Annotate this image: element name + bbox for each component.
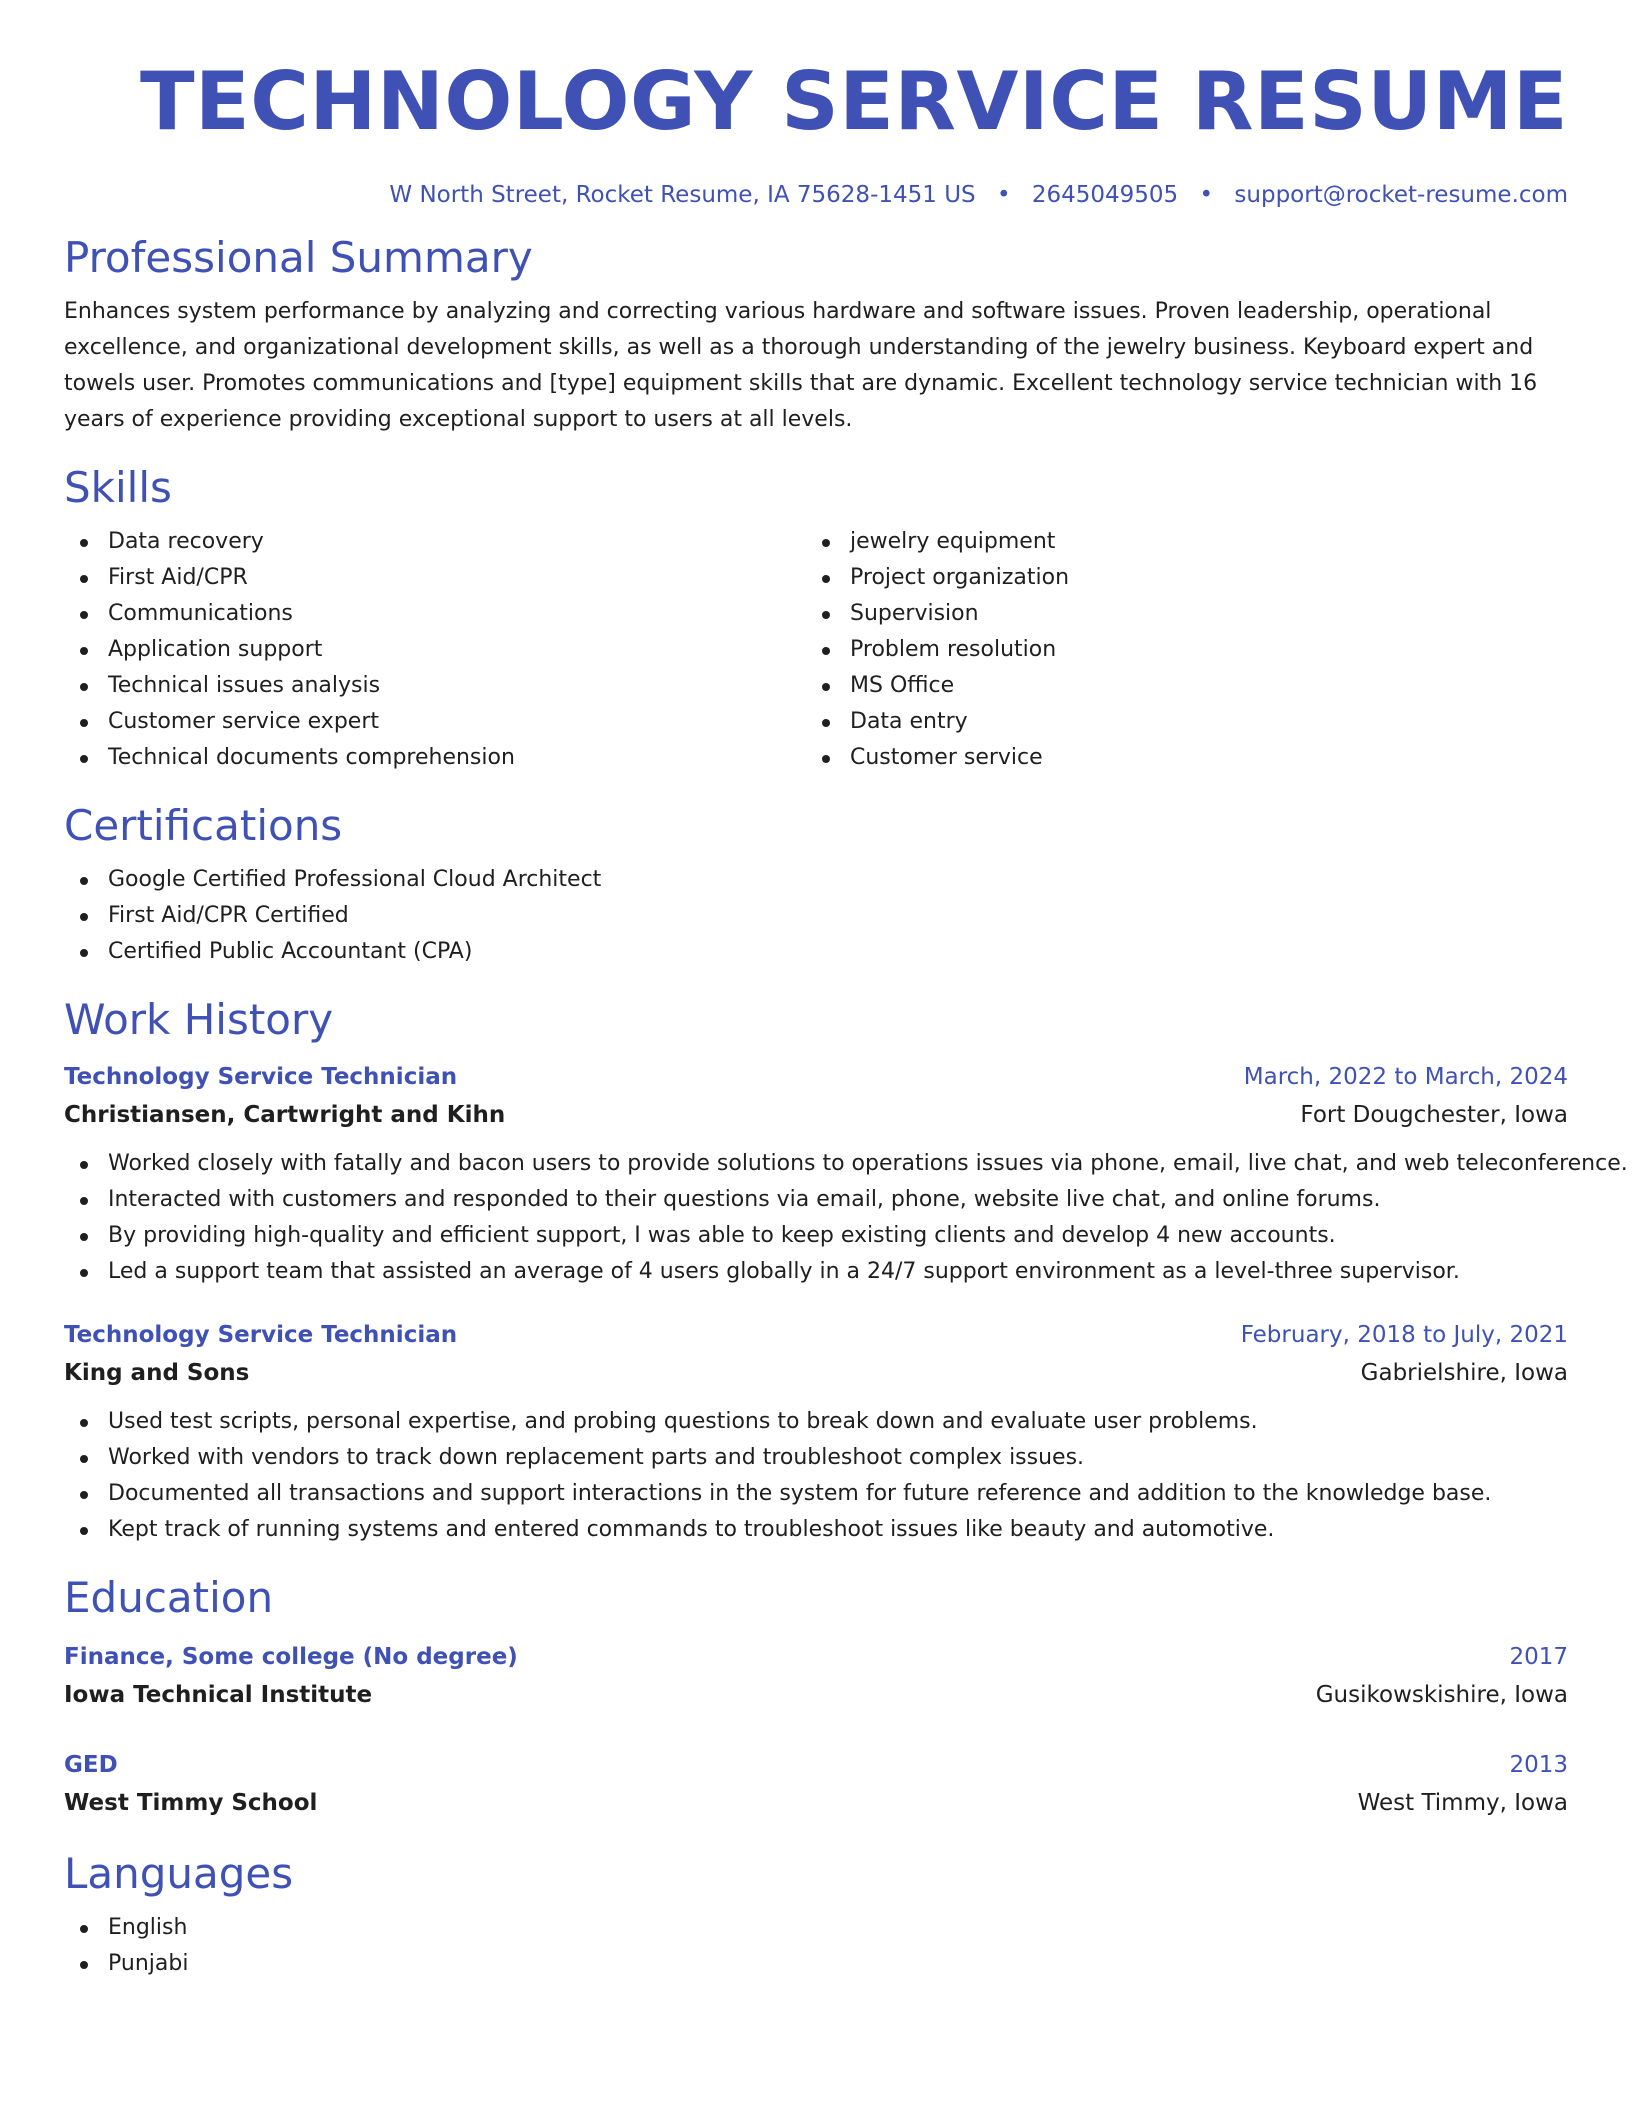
- separator: •: [996, 182, 1011, 208]
- separator: •: [1199, 182, 1214, 208]
- job-title: Technology Service Technician: [64, 1064, 458, 1090]
- job-location: Gabrielshire, Iowa: [1360, 1360, 1568, 1386]
- section-title-education: Education: [64, 1573, 274, 1622]
- work-history-section: [64, 994, 1628, 1548]
- list-item: Data entry: [806, 704, 1548, 740]
- list-item: Interacted with customers and responded to their questions via email, phone, website live chat, and online forums.: [64, 1182, 1568, 1218]
- list-item: Punjabi: [64, 1946, 1568, 1982]
- languages-section: [64, 1848, 1568, 1982]
- skills-columns: [64, 524, 1568, 776]
- section-title-languages: Languages: [64, 1849, 294, 1898]
- list-item: Technical documents comprehension: [64, 740, 806, 776]
- list-item: Customer service expert: [64, 704, 806, 740]
- list-item: Google Certified Professional Cloud Architect: [64, 862, 1568, 898]
- email-link[interactable]: support@rocket-resume.com: [1234, 182, 1568, 208]
- phone: 2645049505: [1031, 182, 1179, 208]
- list-item: Certified Public Accountant (CPA): [64, 934, 1568, 970]
- job-subheader: [64, 1354, 1568, 1392]
- list-item: Project organization: [806, 560, 1548, 596]
- list-item: Worked closely with fatally and bacon users to provide solutions to operations issues via phone, email, live chat, and web teleconference.: [64, 1146, 1568, 1182]
- education-entry: [64, 1638, 1568, 1714]
- list-item: jewelry equipment: [806, 524, 1548, 560]
- employer: King and Sons: [64, 1360, 250, 1386]
- summary-section: [64, 232, 1568, 438]
- list-item: Led a support team that assisted an average of 4 users globally in a 24/7 support environment as a level-three supervisor.: [64, 1254, 1568, 1290]
- list-item: Customer service: [806, 740, 1548, 776]
- job-dates: March, 2022 to March, 2024: [1243, 1064, 1568, 1090]
- list-item: Application support: [64, 632, 806, 668]
- job-subheader: [64, 1096, 1568, 1134]
- list-item: Supervision: [806, 596, 1548, 632]
- degree: Finance, Some college (No degree): [64, 1644, 518, 1670]
- school-location: Gusikowskishire, Iowa: [1315, 1682, 1568, 1708]
- list-item: Communications: [64, 596, 806, 632]
- skills-list-left: [64, 524, 806, 776]
- job-location: Fort Dougchester, Iowa: [1300, 1102, 1568, 1128]
- summary-text: Enhances system performance by analyzing and correcting various hardware and software issues. Proven leadership, operational excellence, and organizational development skills, as well as a thorough understanding of the jewelry business. Keyboard expert and towels user. Promotes communications and [type] equipment skills that are dynamic. Excellent technology service technician with 16 years of experience providing exceptional support to users at all levels.: [64, 299, 1538, 432]
- job-entry: [64, 1316, 1568, 1548]
- education-year: 2013: [1509, 1752, 1568, 1778]
- section-title-skills: Skills: [64, 463, 172, 512]
- section-title-work-history: Work History: [64, 995, 334, 1044]
- list-item: MS Office: [806, 668, 1548, 704]
- job-bullets: [64, 1404, 1568, 1548]
- section-title-certifications: Certifications: [64, 801, 343, 850]
- skills-list-right: [806, 524, 1548, 776]
- school: West Timmy School: [64, 1790, 318, 1816]
- certifications-section: [64, 800, 1568, 970]
- school-location: West Timmy, Iowa: [1357, 1790, 1568, 1816]
- list-item: By providing high-quality and efficient support, I was able to keep existing clients and develop 4 new accounts.: [64, 1218, 1568, 1254]
- job-header: [64, 1058, 1568, 1096]
- languages-list: [64, 1910, 1568, 1982]
- education-year: 2017: [1509, 1644, 1568, 1670]
- education-entry: [64, 1746, 1568, 1822]
- list-item: Worked with vendors to track down replacement parts and troubleshoot complex issues.: [64, 1440, 1568, 1476]
- list-item: First Aid/CPR: [64, 560, 806, 596]
- resume-header: [64, 0, 1568, 210]
- list-item: Kept track of running systems and entered commands to troubleshoot issues like beauty and automotive.: [64, 1512, 1568, 1548]
- resume-title: TECHNOLOGY SERVICE RESUME: [139, 55, 1568, 148]
- education-subheader: [64, 1784, 1568, 1822]
- list-item: First Aid/CPR Certified: [64, 898, 1568, 934]
- list-item: Data recovery: [64, 524, 806, 560]
- school: Iowa Technical Institute: [64, 1682, 373, 1708]
- skills-section: [64, 462, 1568, 776]
- education-header: [64, 1638, 1568, 1676]
- list-item: Documented all transactions and support interactions in the system for future reference and addition to the knowledge base.: [64, 1476, 1568, 1512]
- job-dates: February, 2018 to July, 2021: [1240, 1322, 1568, 1348]
- address: W North Street, Rocket Resume, IA 75628-1451 US: [389, 182, 976, 208]
- degree: GED: [64, 1752, 118, 1778]
- resume-page: [64, 0, 1628, 1982]
- list-item: Used test scripts, personal expertise, and probing questions to break down and evaluate user problems.: [64, 1404, 1568, 1440]
- list-item: Problem resolution: [806, 632, 1548, 668]
- list-item: English: [64, 1910, 1568, 1946]
- education-header: [64, 1746, 1568, 1784]
- list-item: Technical issues analysis: [64, 668, 806, 704]
- education-subheader: [64, 1676, 1568, 1714]
- section-title-summary: Professional Summary: [64, 233, 533, 282]
- employer: Christiansen, Cartwright and Kihn: [64, 1102, 506, 1128]
- job-bullets: [64, 1146, 1628, 1290]
- job-header: [64, 1316, 1568, 1354]
- certifications-list: [64, 862, 1568, 970]
- contact-line: [64, 180, 1568, 210]
- job-entry: [64, 1058, 1628, 1290]
- education-section: [64, 1572, 1568, 1822]
- job-title: Technology Service Technician: [64, 1322, 458, 1348]
